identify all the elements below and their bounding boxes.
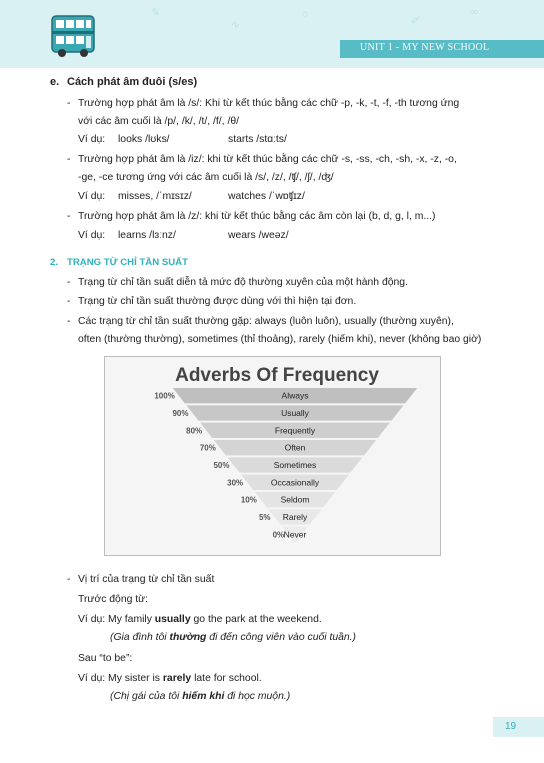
percent-label: 5% — [258, 513, 271, 522]
bullet-dash: - — [67, 98, 71, 109]
bullet-dash: - — [67, 296, 71, 307]
example-word: watches /ˈwɒʧɪz/ — [228, 191, 305, 202]
header-decoration: ∞ — [470, 6, 478, 18]
highlight-word: usually — [154, 614, 191, 625]
percent-label: 50% — [213, 461, 230, 470]
example-word: starts /stɑːts/ — [228, 134, 287, 145]
section-2-title: TRẠNG TỪ CHỈ TẦN SUẤT — [67, 257, 188, 268]
percent-label: 30% — [227, 478, 244, 488]
percent-label: 0% — [272, 530, 285, 540]
percent-label: 80% — [186, 426, 203, 436]
adverb-label: Often — [284, 442, 306, 453]
rule-iz-line-2: -ge, -ce tương ứng với các âm cuối là /s/, /z/, /ʧ/, /ʃ/, /ʤ/ — [78, 172, 334, 183]
common-adverbs-line-1: Các trạng từ chỉ tần suất thường gặp: always (luôn luôn), usually (thường xuyên), — [78, 316, 454, 327]
rule-s-line-2: với các âm cuối là /p/, /k/, /t/, /f/, /θ/ — [78, 116, 239, 127]
adverb-label: Frequently — [274, 425, 316, 436]
frequency-chart-svg — [105, 357, 442, 557]
header-decoration: ✎ — [150, 7, 160, 19]
example-sentence-1: Ví dụ: My family usually go the park at the weekend. — [78, 614, 322, 625]
highlight-word: thường — [169, 632, 207, 643]
adverb-label: Occasionally — [270, 477, 320, 488]
percent-label: 100% — [154, 391, 175, 401]
section-2-label: 2. — [50, 257, 59, 268]
adverb-label: Never — [283, 529, 307, 540]
example-label: Ví dụ: — [78, 191, 106, 202]
example-word: misses, /ˈmɪsɪz/ — [118, 191, 192, 202]
highlight-word: hiếm khi — [182, 691, 225, 702]
example-word: wears /weəz/ — [228, 230, 289, 241]
header-decoration: ✐ — [410, 15, 420, 27]
before-verb-label: Trước động từ: — [78, 594, 149, 605]
rule-iz-line-1: Trường hợp phát âm là /iz/: khi từ kết thúc bằng các chữ -s, -ss, -ch, -sh, -x, -z, -o, — [78, 154, 457, 165]
adverb-label: Usually — [281, 408, 309, 418]
example-word: learns /lɜːnz/ — [118, 230, 176, 241]
example-label: Ví dụ: — [78, 134, 106, 145]
after-to-be-label: Sau “to be”: — [78, 653, 133, 664]
position-heading: Vị trí của trạng từ chỉ tần suất — [78, 574, 215, 585]
section-e-title: Cách phát âm đuôi (s/es) — [67, 76, 198, 88]
percent-label: 10% — [240, 495, 257, 505]
adverb-label: Seldom — [280, 494, 310, 505]
section-2-heading — [50, 257, 188, 268]
percent-label: 90% — [172, 409, 189, 418]
page-number: 19 — [505, 721, 517, 732]
common-adverbs-line-2: often (thường thường), sometimes (thỉ thoảng), rarely (hiếm khi), never (không bao giờ) — [78, 334, 482, 345]
highlight-word: rarely — [162, 673, 192, 684]
bullet-dash: - — [67, 154, 71, 165]
rule-s-line-1: Trường hợp phát âm là /s/: Khi từ kết thúc bằng các chữ -p, -k, -t, -f, -th tương ứng — [78, 98, 460, 109]
frequency-chart — [104, 356, 441, 556]
section-e-heading — [50, 76, 197, 88]
chart-title: Adverbs Of Frequency — [175, 365, 379, 386]
adverb-label: Sometimes — [273, 460, 317, 470]
example-label: Ví dụ: — [78, 230, 106, 241]
example-sentence-2: Ví dụ: My sister is rarely late for school. — [78, 673, 262, 684]
translation-2: (Chị gái của tôi hiếm khi đi học muộn.) — [110, 691, 291, 702]
header-decoration: ☼ — [300, 8, 311, 20]
adverb-label: Always — [281, 390, 309, 401]
bullet-dash: - — [67, 211, 71, 222]
example-word: looks /lʊks/ — [118, 134, 170, 145]
usage-line: Trạng từ chỉ tần suất thường được dùng với thì hiện tại đơn. — [78, 296, 357, 307]
definition-line: Trạng từ chỉ tần suất diễn tả mức độ thường xuyên của một hành động. — [78, 277, 408, 288]
section-e-label: e. — [50, 76, 60, 88]
header-decoration: ∿ — [230, 19, 240, 31]
page-number-tab — [493, 717, 544, 737]
bullet-dash: - — [67, 277, 71, 288]
bullet-dash: - — [67, 574, 71, 585]
adverb-label: Rarely — [282, 512, 308, 522]
rule-z-line-1: Trường hợp phát âm là /z/: khi từ kết thúc bằng các âm còn lại (b, d, g, l, m...) — [78, 211, 436, 222]
translation-1: (Gia đình tôi thường đi đến công viên vào cuối tuần.) — [110, 632, 357, 643]
percent-label: 70% — [199, 443, 216, 453]
bullet-dash: - — [67, 316, 71, 327]
unit-title: UNIT 1 - MY NEW SCHOOL — [360, 42, 490, 53]
